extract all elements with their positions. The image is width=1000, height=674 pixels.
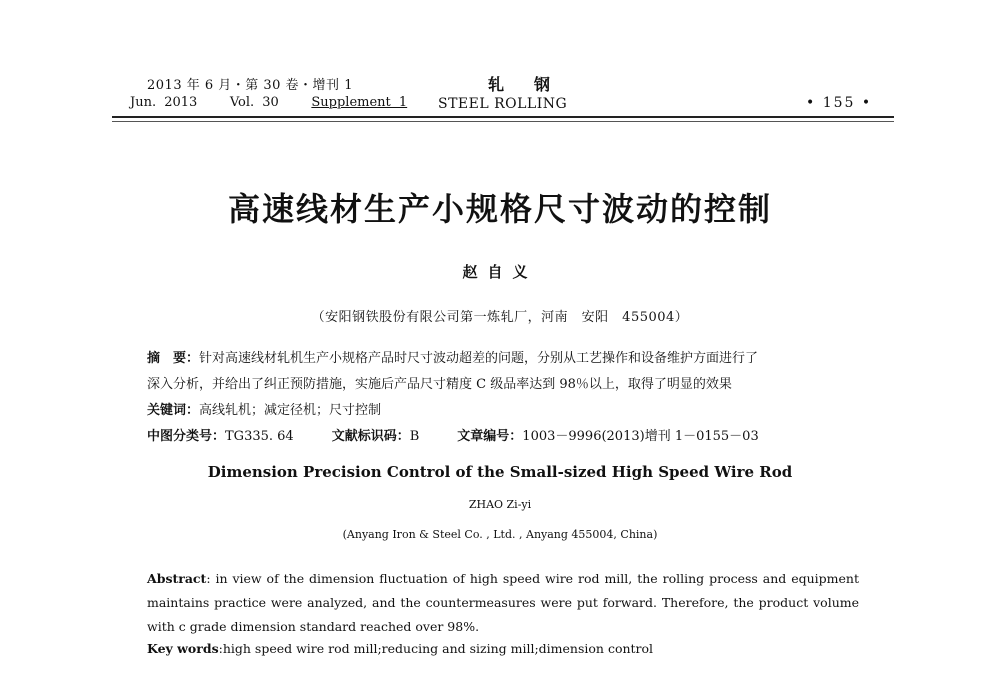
articleno-label: 文章编号： xyxy=(457,429,523,444)
clc-value: TG335. 64 xyxy=(225,429,294,444)
abstract-cn-line1 xyxy=(147,347,758,366)
article-title-en: Dimension Precision Control of the Small-sized High Speed Wire Rod xyxy=(207,463,793,481)
journal-name-cn: 轧钢 xyxy=(488,75,581,94)
header-date-en: Jun. 2013 xyxy=(130,95,198,110)
abstract-label-en: Abstract xyxy=(147,571,207,586)
affiliation-en: (Anyang Iron & Steel Co. , Ltd. , Anyang 455004, China) xyxy=(342,528,658,541)
abstract-cn-text1: 针对高速线材轧机生产小规格产品时尺寸波动超差的问题，分别从工艺操作和设备维护方面进行了 xyxy=(199,351,759,366)
abstract-en-text: : in view of the dimension fluctuation of high speed wire rod mill, the rolling process and equipment maintains practice were analyzed, and the countermeasures were put forward. Therefore, the product volume with c grade dimension standard reached over 98%. xyxy=(147,571,859,634)
keywords-cn xyxy=(147,399,381,418)
keywords-label-en: Key words xyxy=(147,641,219,656)
journal-name-en: STEEL ROLLING xyxy=(438,96,568,112)
header-rule-thin xyxy=(112,121,894,122)
articleno-value: 1003－9996(2013)增刊 1－0155－03 xyxy=(522,429,759,444)
header-supplement-en: Supplement 1 xyxy=(311,95,408,110)
doccode-value: B xyxy=(409,429,420,444)
keywords-label-cn: 关键词： xyxy=(147,403,200,418)
clc-label: 中图分类号： xyxy=(147,429,226,444)
affiliation-cn: （安阳钢铁股份有限公司第一炼轧厂，河南 安阳 455004） xyxy=(311,310,689,325)
header-rule-thick xyxy=(112,116,894,118)
abstract-en xyxy=(147,567,859,639)
keywords-en-text: :high speed wire rod mill;reducing and sizing mill;dimension control xyxy=(218,641,654,656)
classification-line xyxy=(147,425,759,444)
header-issue-en xyxy=(130,95,407,110)
keywords-cn-text: 高线轧机；减定径机；尺寸控制 xyxy=(199,403,382,418)
keywords-en xyxy=(147,641,653,656)
page-number: • 155 • xyxy=(806,95,873,111)
author-cn: 赵自义 xyxy=(462,263,538,281)
author-en: ZHAO Zi-yi xyxy=(468,498,532,511)
abstract-label-cn: 摘 要： xyxy=(147,351,200,366)
article-title-cn: 高速线材生产小规格尺寸波动的控制 xyxy=(227,190,772,228)
header-vol-en: Vol. 30 xyxy=(229,95,279,110)
doccode-label: 文献标识码： xyxy=(331,429,410,444)
header-issue-cn: 2013 年 6 月・第 30 卷・增刊 1 xyxy=(147,78,353,93)
abstract-cn-line2: 深入分析，并给出了纠正预防措施，实施后产品尺寸精度 C 级品率达到 98％以上，取得了明显的效果 xyxy=(147,377,732,392)
